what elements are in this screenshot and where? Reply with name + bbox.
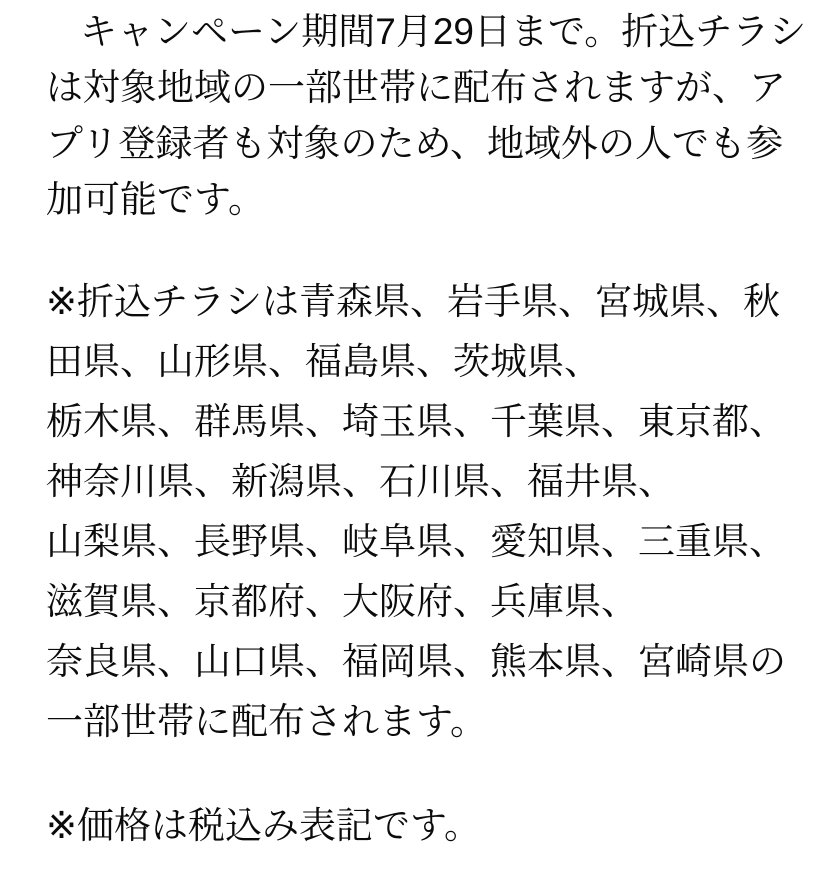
text-line: プリ登録者も対象のため、地域外の人でも参 [46,123,784,164]
text-line: 一部世帯に配布されます。 [46,701,488,742]
paragraph-flyer-regions [46,272,802,752]
text-line: 田県、山形県、福島県、茨城県、 [46,341,601,382]
text-line: キャンペーン期間7月29日まで。折込チラシ [80,11,807,52]
text-line: 栃木県、群馬県、埼玉県、千葉県、東京都、 [46,401,786,442]
text-line: 加可能です。 [46,179,266,220]
text-line: 神奈川県、新潟県、石川県、福井県、 [46,461,675,502]
text-line: は対象地域の一部世帯に配布されますが、ア [46,67,786,108]
paragraph-price-note [46,796,802,856]
paragraph-campaign-period [46,4,807,228]
text-line: 滋賀県、京都府、大阪府、兵庫県、 [46,581,638,622]
text-line: ※折込チラシは青森県、岩手県、宮城県、秋 [46,281,781,322]
text-line: 山梨県、長野県、岐阜県、愛知県、三重県、 [46,521,786,562]
text-line: ※価格は税込み表記です。 [46,805,482,846]
text-line: 奈良県、山口県、福岡県、熊本県、宮崎県の [46,641,786,682]
